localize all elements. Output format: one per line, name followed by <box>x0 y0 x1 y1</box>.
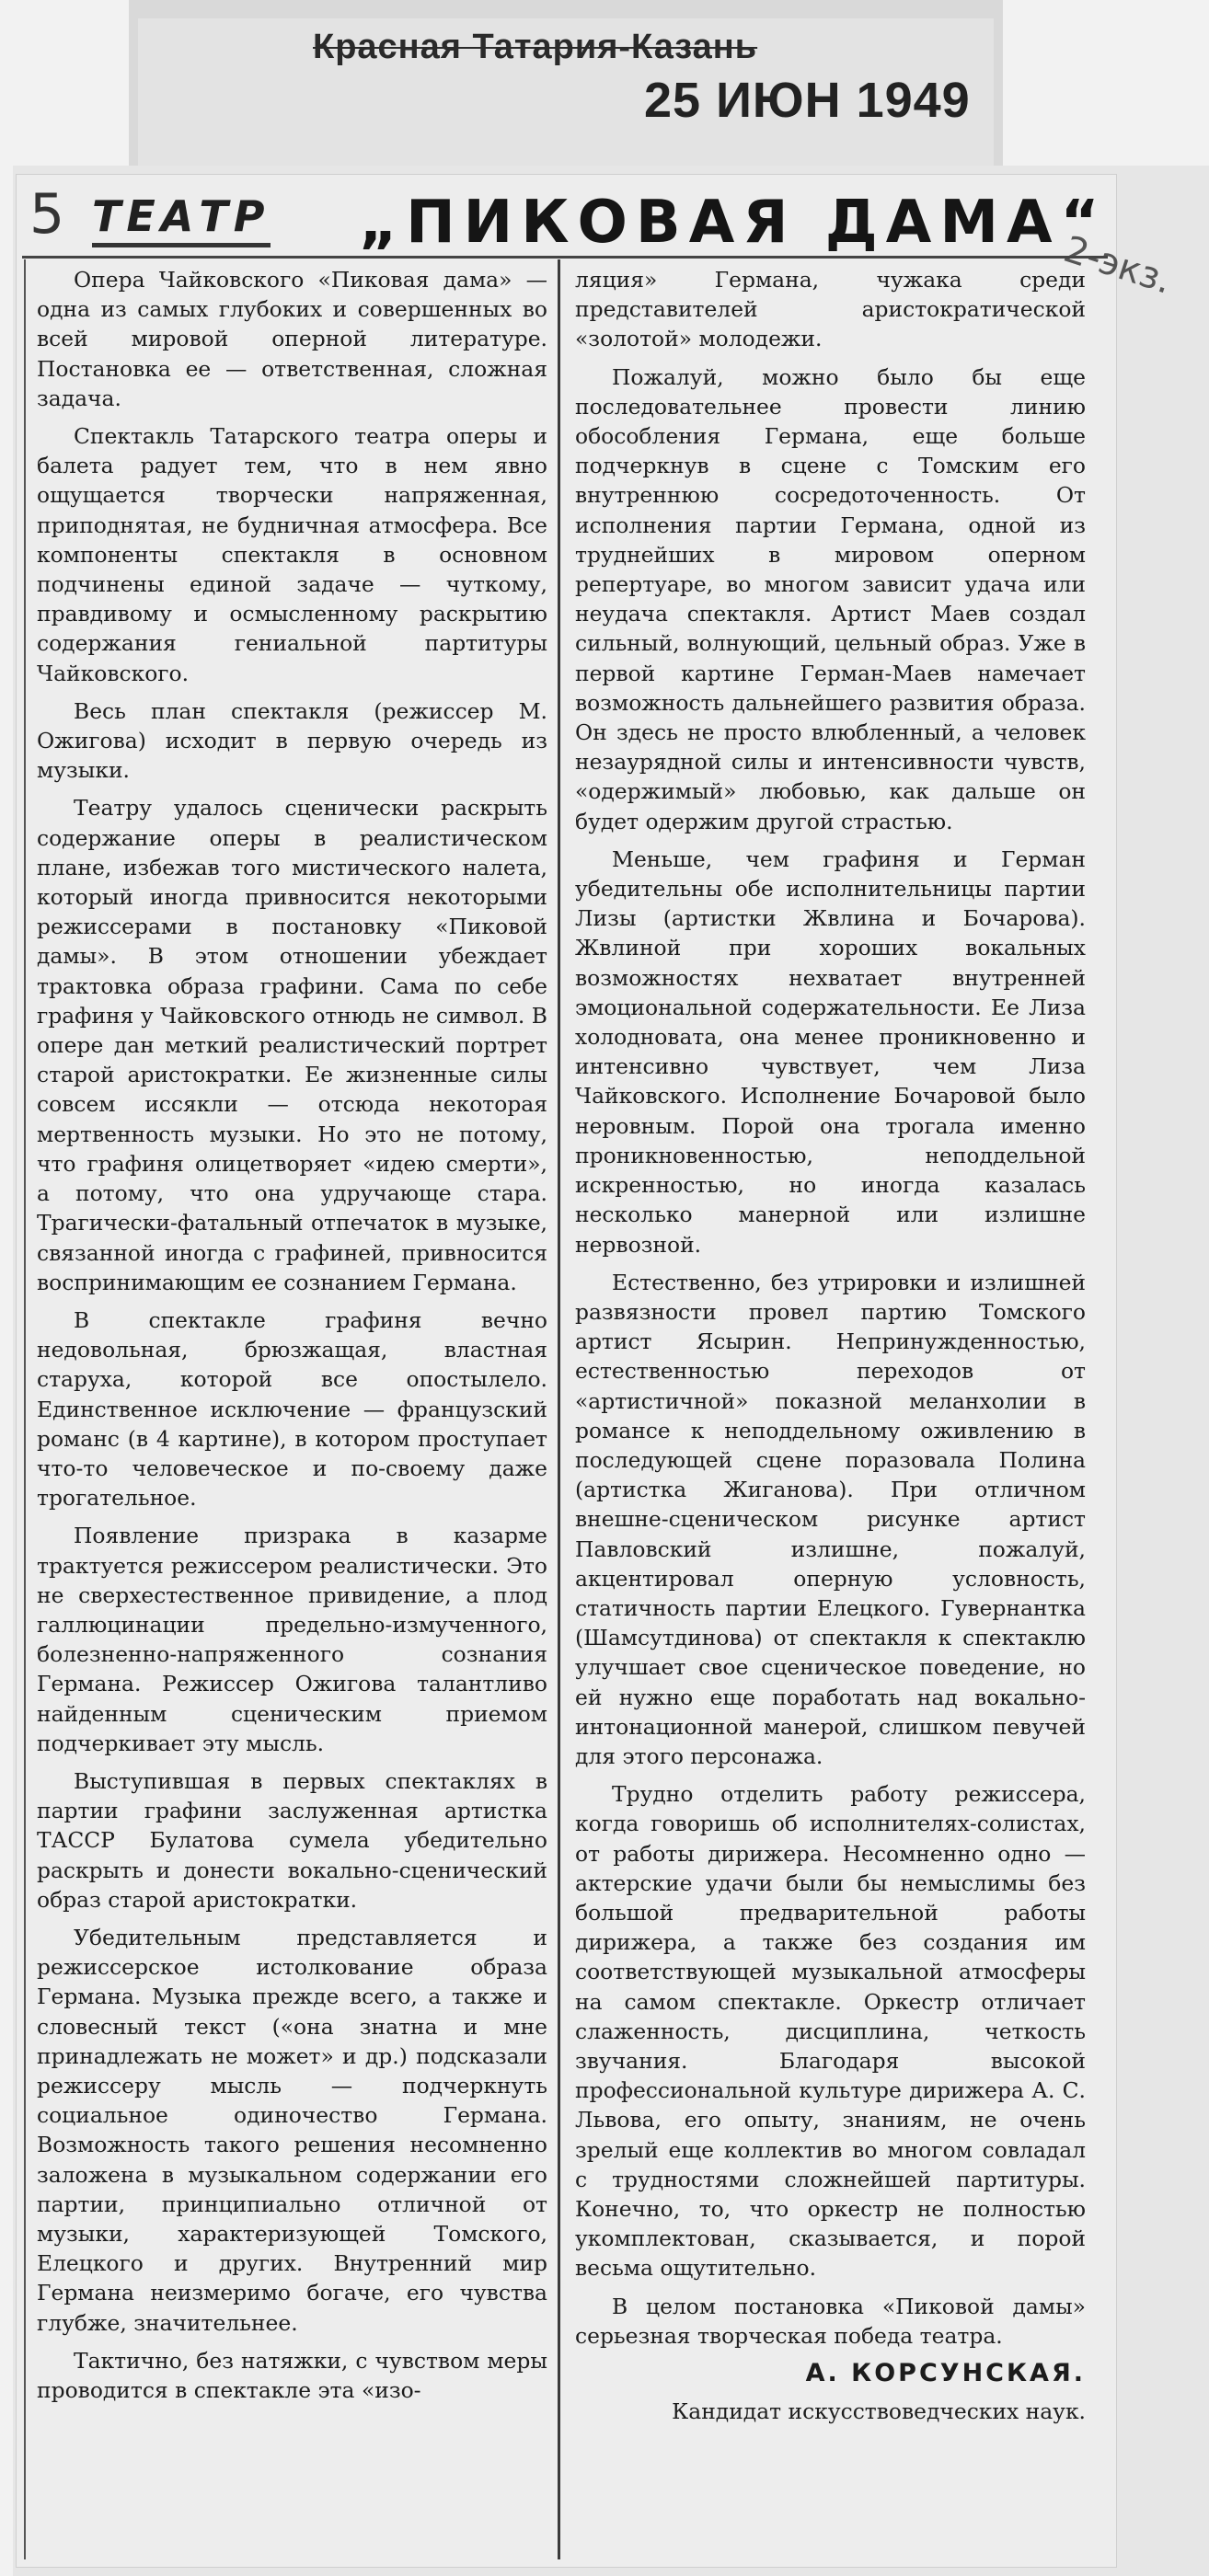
title-rule <box>22 256 1108 259</box>
paragraph-continuation: ляция» Германа, чужака среди представителей аристократической «золотой» молодежи. <box>575 267 1086 352</box>
author-signature: А. КОРСУНСКАЯ. <box>805 2359 1086 2388</box>
column-left-border <box>24 259 26 2559</box>
paragraph: В спектакле графиня вечно недовольная, брюзжащая, властная старуха, которой все опостылело. Единственное исключение — французский романс (в 4 картине), в котором проступает что-то человеческое и по-своему даже трогательное. <box>37 1306 547 1512</box>
paragraph: Естественно, без утрировки и излишней развязности провел партию Томского артист Ясырин. Непринужденностью, естественностью переходов от «артистичной» показной меланхолии в романсе к неподдельному оживлению в последующей сцене поразовала Полина (артистка Жиганова). При отличном внешне-сценическом рисунке артист Павловский излишне, пожалуй, акцентировал оперную условность, статичность партии Елецкого. Гувернантка (Шамсутдинова) от спектакля к спектаклю улучшает свое сценическое поведение, но ей нужно еще поработать над вокально-интонационной манерой, слишком певучей для этого персонажа. <box>575 1269 1086 1769</box>
newspaper-name: Красная Татария-Казань <box>313 28 758 66</box>
paragraph: Появление призрака в казарме трактуется режиссером реалистически. Это не сверхестественное привидение, а плод галлюцинации предельно-измученного, болезненно-напряженного сознания Германа. Режиссер Ожигова талантливо найденным сценическим приемом подчеркивает эту мысль. <box>37 1523 547 1756</box>
paragraph: Выступившая в первых спектаклях в партии графини заслуженная артистка ТАССР Булатова сумела убедительно раскрыть и донести вокально-сценический образ старой аристократки. <box>37 1767 547 1913</box>
section-rubric: ТЕАТР <box>92 191 271 247</box>
paragraph: Спектакль Татарского театра оперы и балета радует тем, что в нем явно ощущается творчески напряженная, приподнятая, не будничная атмосфера. Все компоненты спектакля в основном подчинены единой задаче — чуткому, правдивому и осмысленному раскрытию содержания гениальной партитуры Чайковского. <box>37 423 547 686</box>
author-title: Кандидат искусствоведческих наук. <box>672 2398 1086 2425</box>
article-column-left <box>37 265 547 2413</box>
paragraph: В целом постановка «Пиковой дамы» серьезная творческая победа театра. <box>575 2293 1086 2349</box>
paragraph: Трудно отделить работу режиссера, когда говоришь об исполнителях-солистах, от работы дирижера. Несомненно одно — актерские удачи были бы немыслимы без большой предварительной работы дирижера, а также без создания им соответствующей музыкальной атмосферы на самом спектакле. Оркестр отличает слаженность, дисциплина, четкость звучания. Благодаря высокой профессиональной культуре дирижера А. С. Львова, его опыту, знаниям, не очень зрелый еще коллектив во многом совладал с трудностями сложнейшей партитуры. Конечно, то, что оркестр не полностью укомплектован, сказывается, и порой весьма ощутительно. <box>575 1781 1086 2282</box>
paragraph: Весь план спектакля (режиссер М. Ожигова) исходит в первую очередь из музыки. <box>37 697 547 784</box>
paragraph: Тактично, без натяжки, с чувством меры проводится в спектакле эта «изо- <box>37 2347 547 2404</box>
article-title: „ПИКОВАЯ ДАМА“ <box>359 189 1108 257</box>
date-stamp: 25 ИЮН 1949 <box>644 73 971 128</box>
paragraph: Убедительным представляется и режиссерское истолкование образа Германа. Музыка прежде всего, а также и словесный текст («она знатна и мне принадлежать не может» и др.) подсказали режиссеру мысль — подчеркнуть социальное одиночество Германа. Возможность такого решения несомненно заложена в музыкальном содержании его партии, принципиально отличной от музыки, характеризующей Томского, Елецкого и других. Внутренний мир Германа неизмеримо богаче, его чувства глубже, значительнее. <box>37 1924 547 2336</box>
column-divider <box>558 259 560 2559</box>
paragraph: Театру удалось сценически раскрыть содержание оперы в реалистическом плане, избежав того мистического налета, который иногда привносится некоторыми режиссерами в постановку «Пиковой дамы». В этом отношении убеждает трактовка образа графини. Сама по себе графиня у Чайковского отнюдь не символ. В опере дан меткий реалистический портрет старой аристократки. Ее жизненные силы совсем иссякли — отсюда некоторая мертвенность музыки. Но это не потому, что графиня олицетворяет «идею смерти», а потому, что она удручающе стара. Трагически-фатальный отпечаток в музыке, связанной иногда с графиней, привносится воспринимающим ее сознанием Германа. <box>37 795 547 1295</box>
paragraph: Опера Чайковского «Пиковая дама» — одна из самых глубоких и совершенных во всей мировой оперной литературе. Постановка ее — ответственная, сложная задача. <box>37 267 547 411</box>
handwritten-archive-note: 2-экз. <box>1058 228 1178 303</box>
article-column-right <box>575 265 1086 2434</box>
handwritten-page-number: 5 <box>29 182 65 247</box>
paragraph: Пожалуй, можно было бы еще последовательнее провести линию обособления Германа, еще больше подчеркнув в сцене с Томским его внутреннюю сосредоточенность. От исполнения партии Германа, одной из труднейших в мировом оперном репертуаре, во многом зависит удача или неудача спектакля. Артист Маев создал сильный, волнующий, цельный образ. Уже в первой картине Герман-Маев намечает возможность дальнейшего развития образа. Он здесь не просто влюбленный, а человек незаурядной силы и интенсивности чувств, «одержимый» любовью, как дальше он будет одержим другой страстью. <box>575 363 1086 834</box>
paragraph: Меньше, чем графиня и Герман убедительны обе исполнительницы партии Лизы (артистки Жвлина и Бочарова). Жвлиной при хороших вокальных возможностях нехватает внутренней эмоциональной содержательности. Ее Лиза холодновата, она менее проникновенно и интенсивно чувствует, чем Лиза Чайковского. Исполнение Бочаровой было неровным. Порой она трогала именно проникновенностью, неподдельной искренностью, но иногда казалась несколько манерной или излишне нервозной. <box>575 845 1086 1258</box>
